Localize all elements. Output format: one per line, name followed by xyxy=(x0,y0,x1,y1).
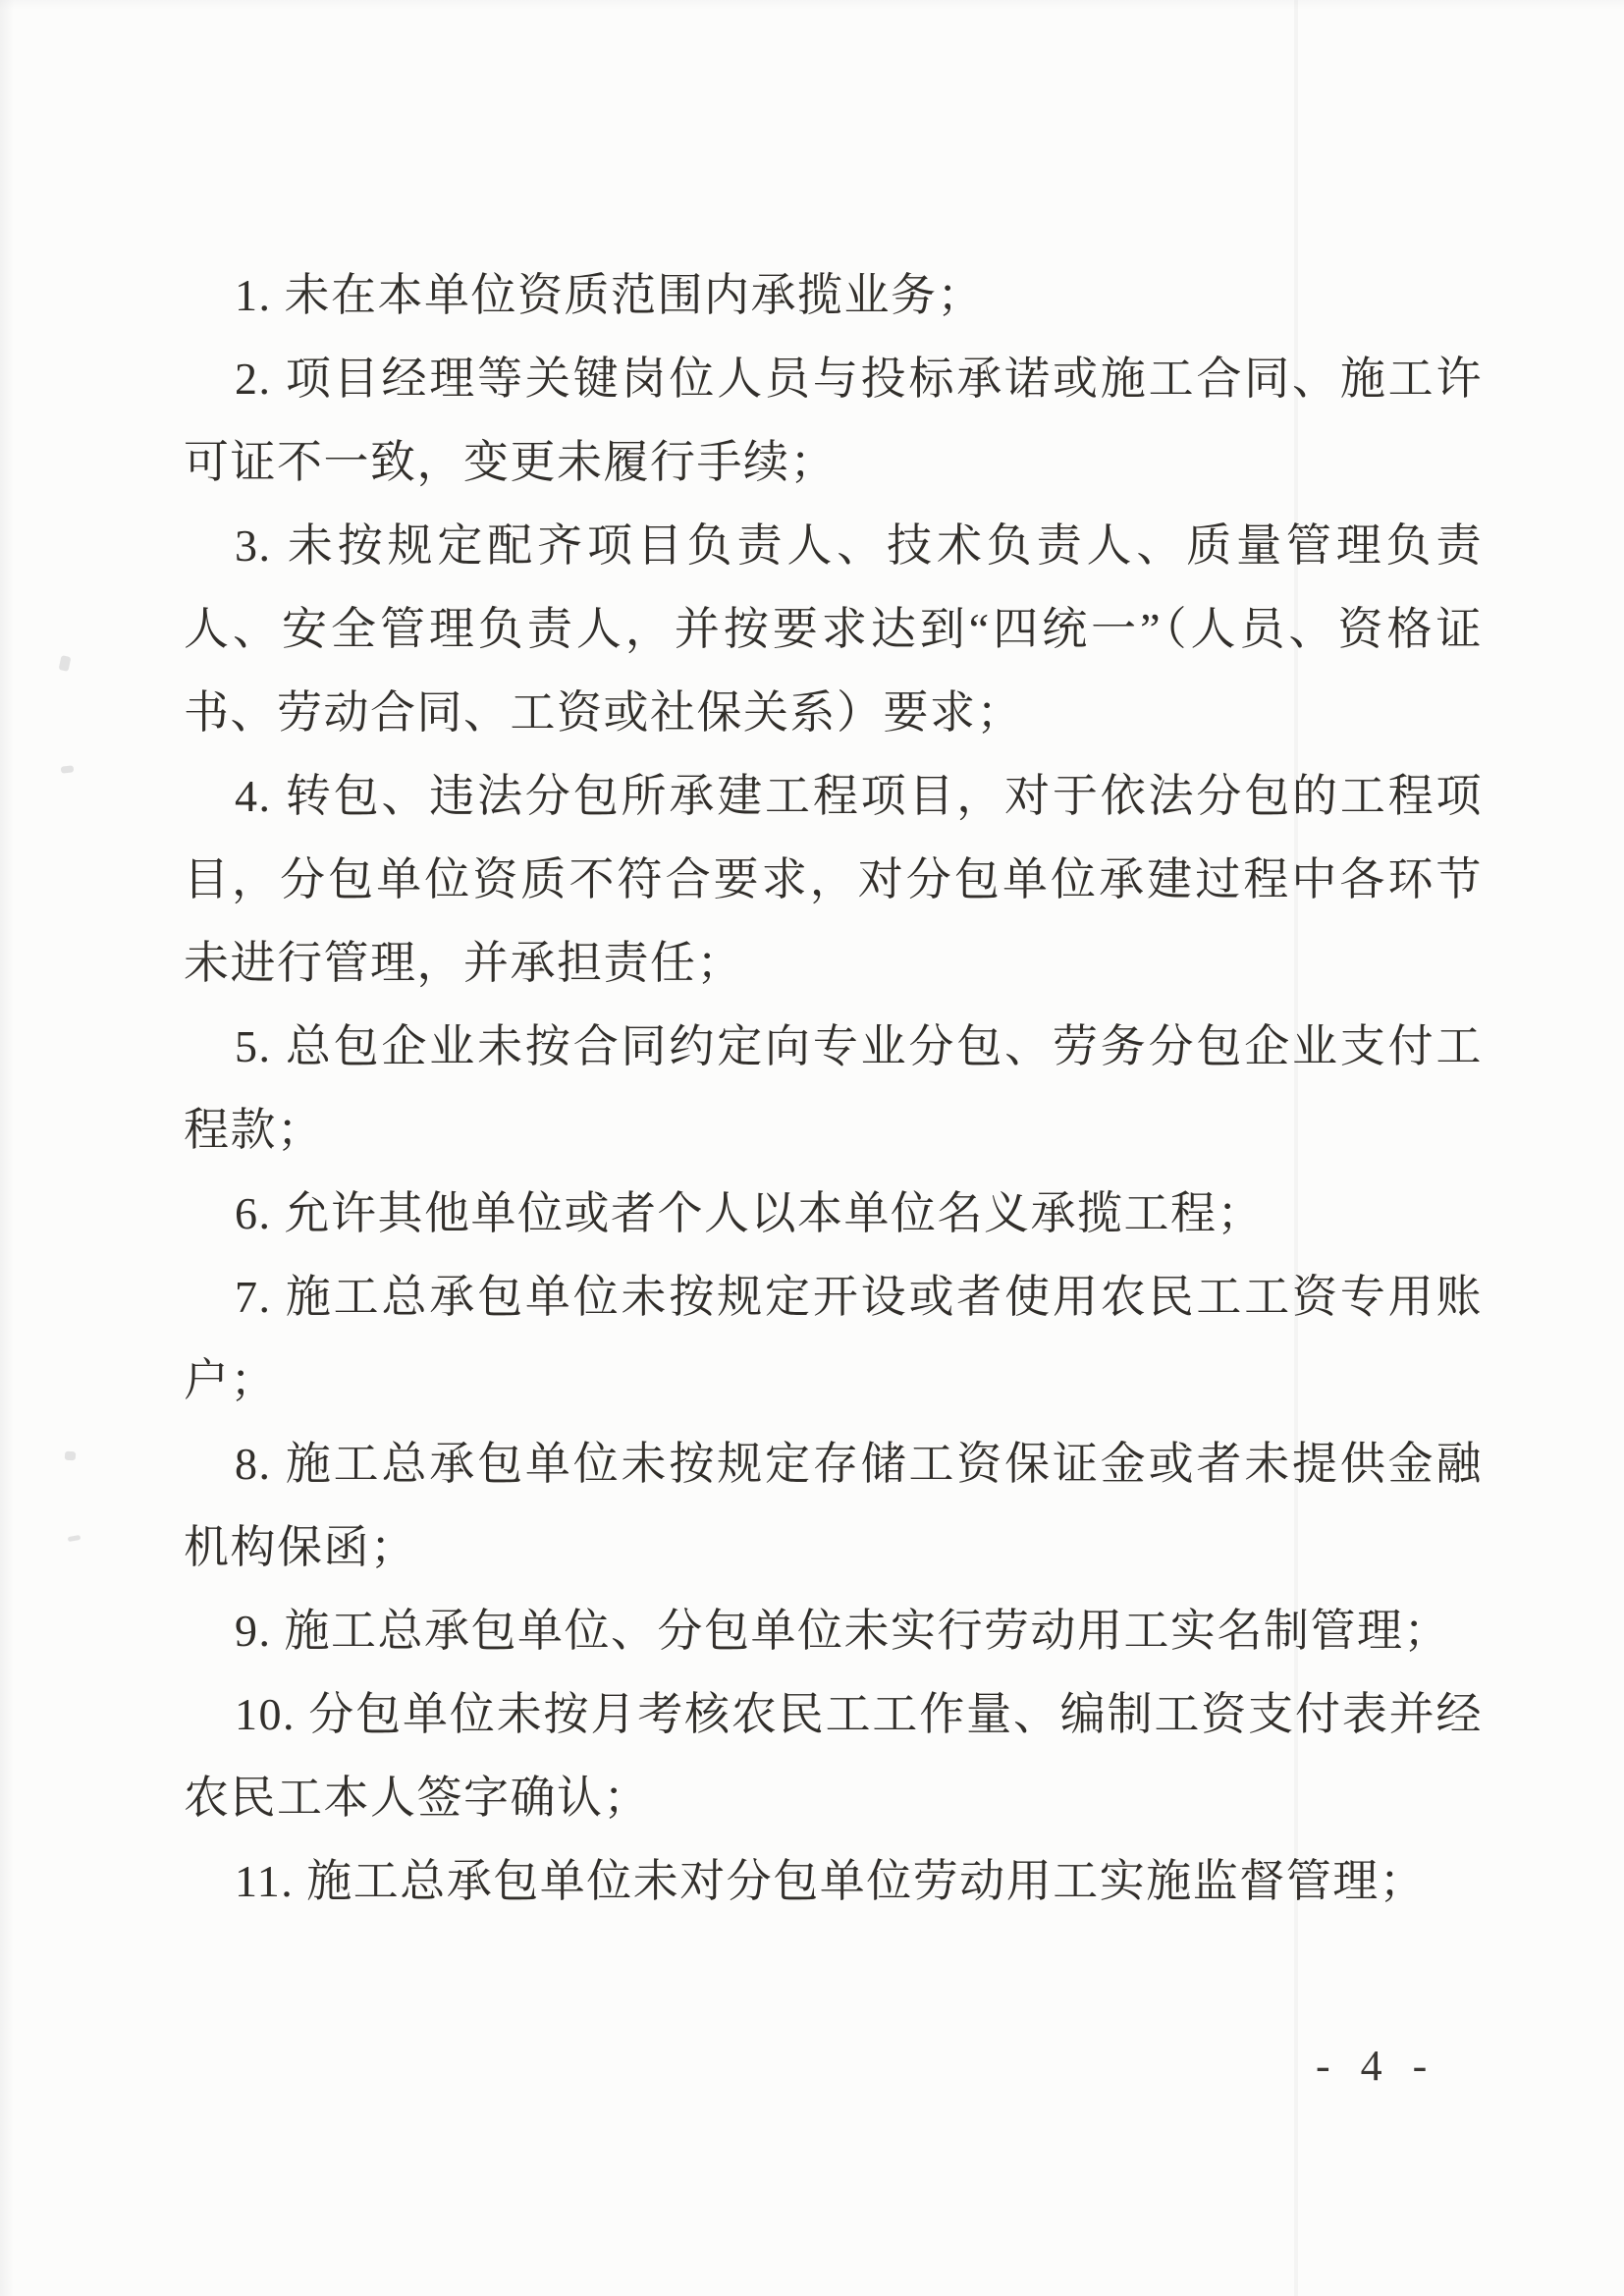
scan-artifact-speck xyxy=(59,655,72,672)
document-body xyxy=(184,253,1483,1923)
list-item-1: 1. 未在本单位资质范围内承揽业务； xyxy=(235,270,984,320)
scan-artifact-speck xyxy=(61,765,75,773)
list-item-4: 4. 转包、违法分包所承建工程项目，对于依法分包的工程项目，分包单位资质不符合要求，对分包单位承建过程中各环节未进行管理，并承担责任； xyxy=(184,771,1483,988)
list-item-5: 5. 总包企业未按合同约定向专业分包、劳务分包企业支付工程款； xyxy=(184,1021,1483,1155)
list-item-9: 9. 施工总承包单位、分包单位未实行劳动用工实名制管理； xyxy=(235,1606,1450,1656)
list-item-8: 8. 施工总承包单位未按规定存储工资保证金或者未提供金融机构保函； xyxy=(184,1439,1483,1572)
list-item-2: 2. 项目经理等关键岗位人员与投标承诺或施工合同、施工许可证不一致，变更未履行手续； xyxy=(184,354,1483,487)
scan-artifact-speck xyxy=(68,1535,81,1542)
list-item-11: 11. 施工总承包单位未对分包单位劳动用工实施监督管理； xyxy=(235,1856,1427,1906)
list-item-10: 10. 分包单位未按月考核农民工工作量、编制工资支付表并经农民工本人签字确认； xyxy=(184,1689,1483,1823)
list-item-3: 3. 未按规定配齐项目负责人、技术负责人、质量管理负责人、安全管理负责人，并按要求达到“四统一”（人员、资格证书、劳动合同、工资或社保关系）要求； xyxy=(184,520,1483,738)
scan-artifact-speck xyxy=(65,1451,77,1461)
list-item-6: 6. 允许其他单位或者个人以本单位名义承揽工程； xyxy=(235,1188,1264,1238)
list-item-7: 7. 施工总承包单位未按规定开设或者使用农民工工资专用账户； xyxy=(184,1272,1483,1405)
page-number: - 4 - xyxy=(1316,2042,1437,2090)
